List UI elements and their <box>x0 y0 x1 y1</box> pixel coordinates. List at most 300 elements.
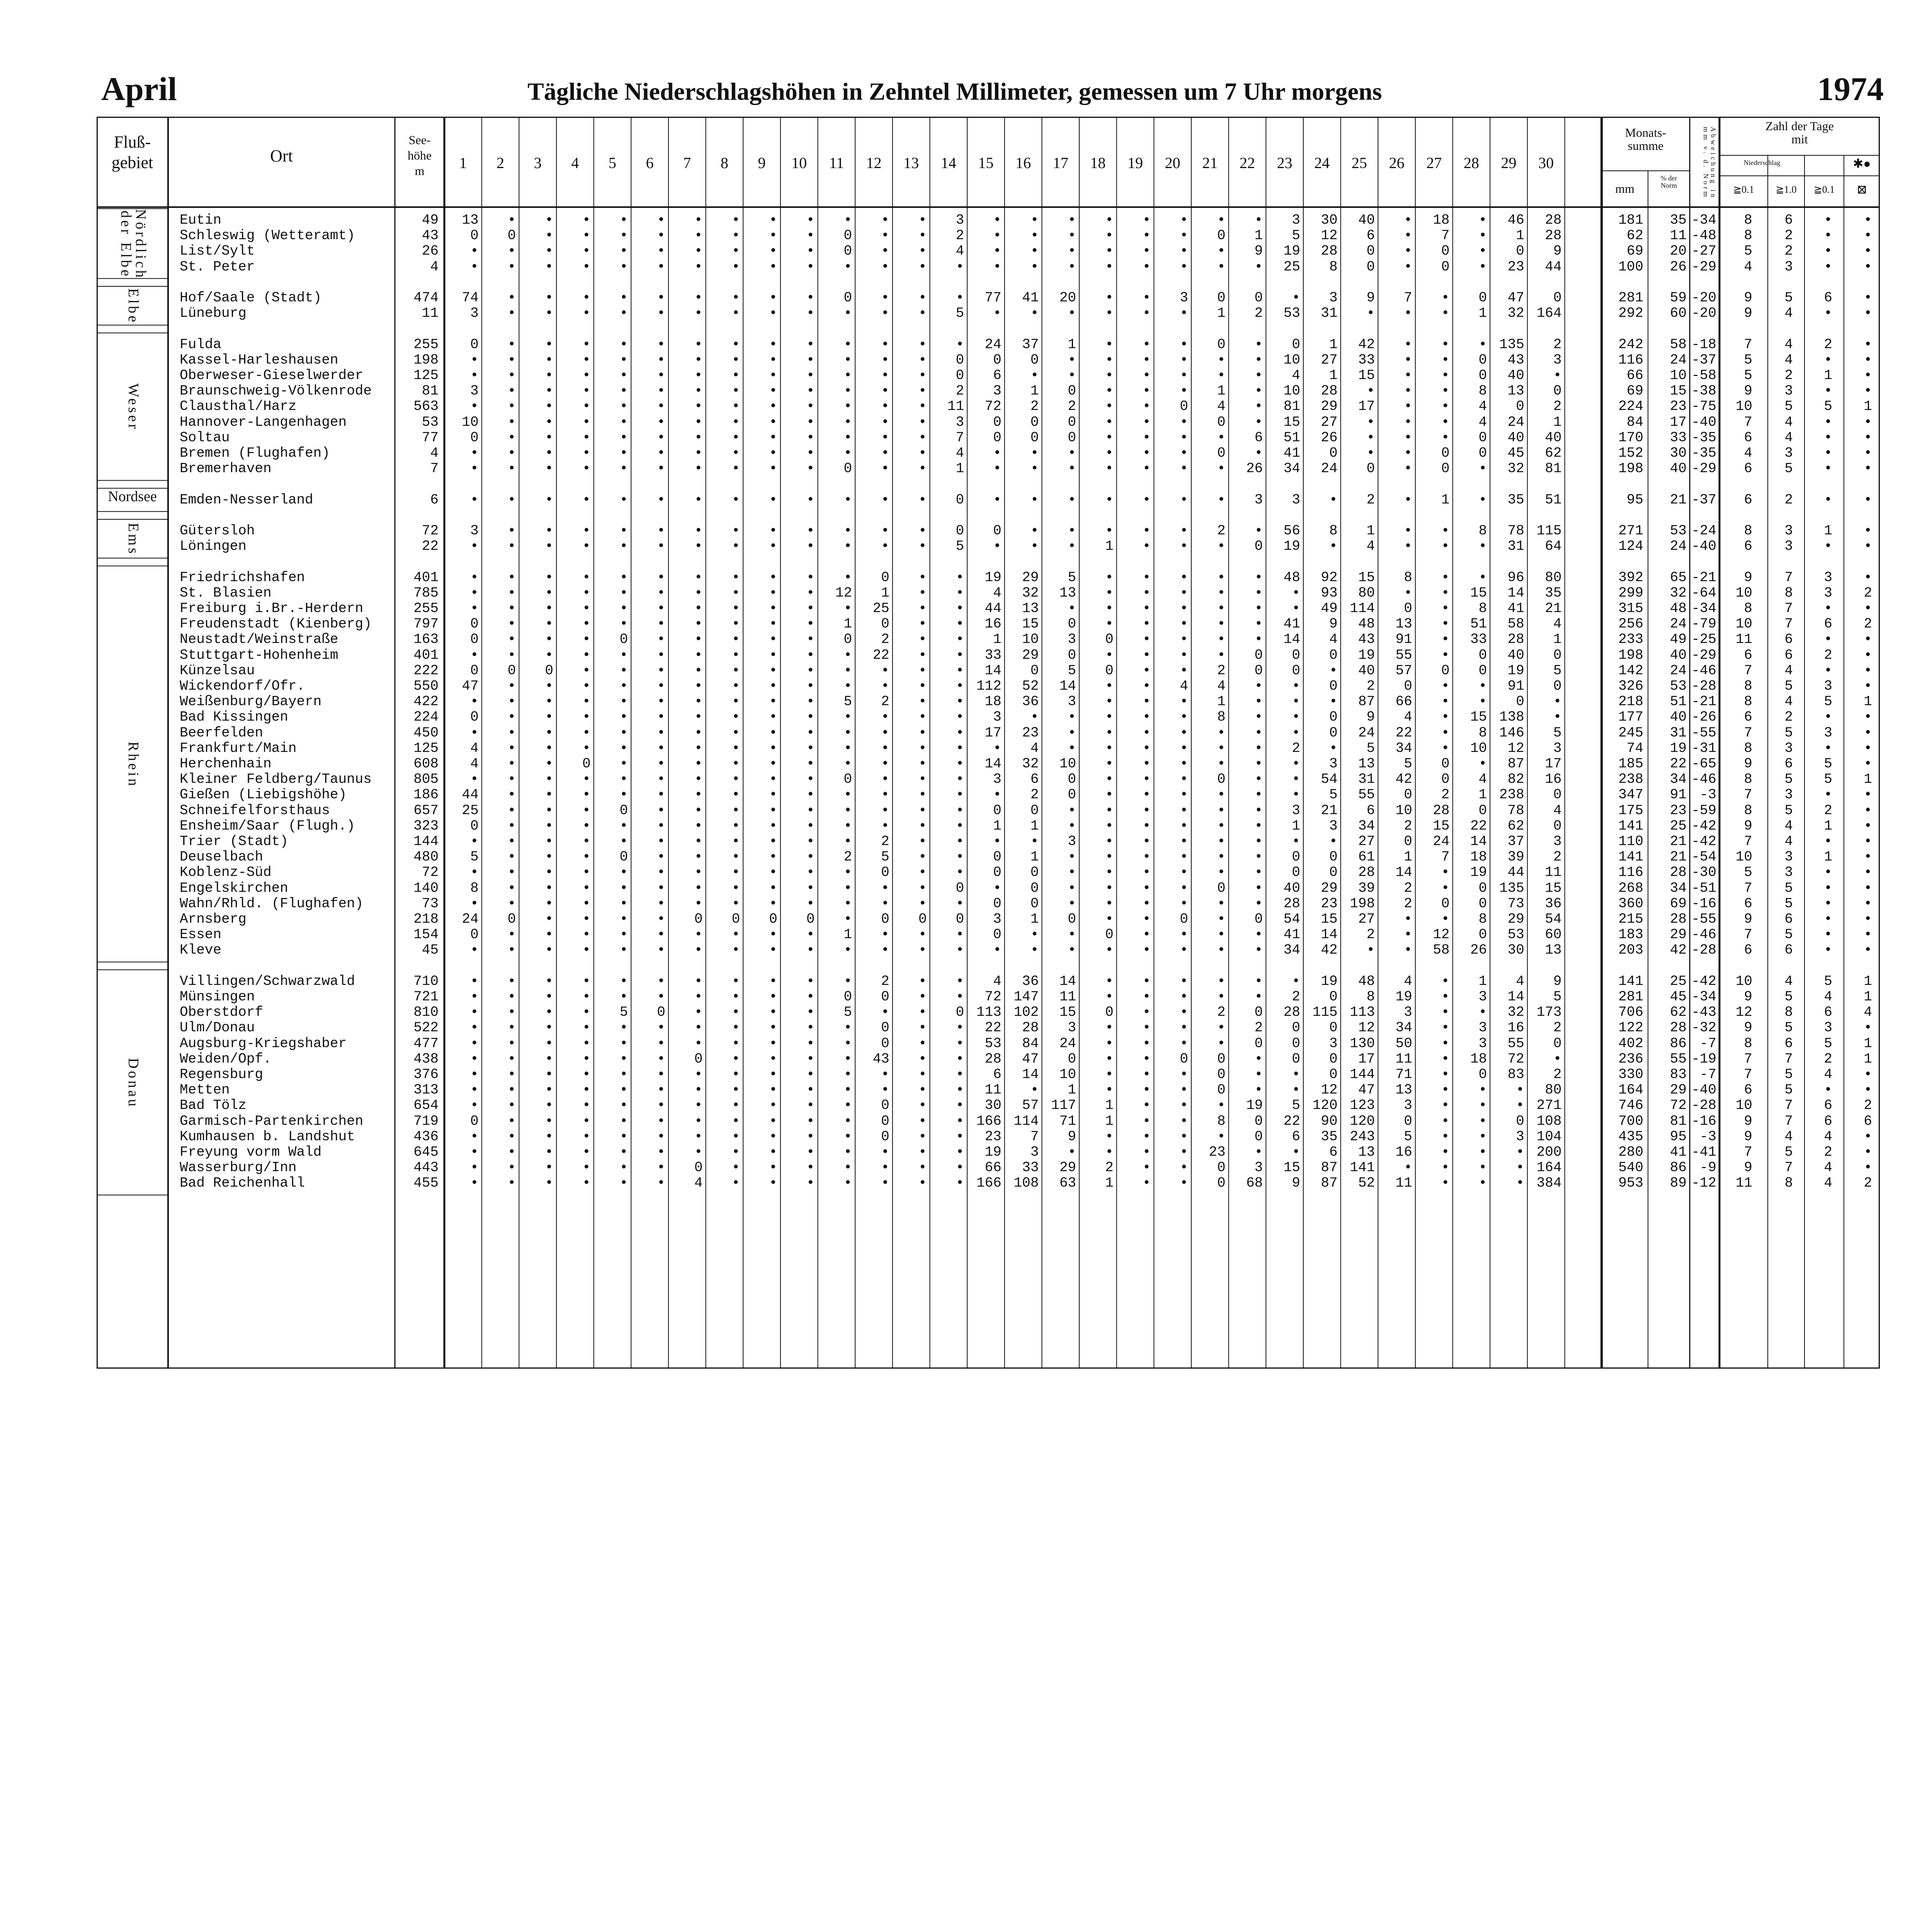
daily-value: 0 <box>1217 1175 1226 1191</box>
daily-value: 10 <box>1059 756 1077 772</box>
daily-value: • <box>507 212 516 228</box>
daily-value: 0 <box>806 911 815 927</box>
monthly-sum-mm: 116 <box>1618 864 1643 881</box>
daily-value: • <box>1180 724 1188 741</box>
daily-value: 0 <box>470 818 479 834</box>
daily-value: • <box>769 1082 777 1098</box>
daily-value: • <box>1217 1035 1226 1051</box>
percent-of-norm: 45 <box>1670 989 1687 1005</box>
daily-value: 14 <box>985 756 1002 772</box>
daily-value: • <box>507 429 516 446</box>
daily-value: • <box>619 290 628 306</box>
daily-value: • <box>1142 414 1151 430</box>
daily-value: • <box>844 787 852 803</box>
header-day: 5 <box>608 154 616 172</box>
days-boxed: • <box>1864 927 1872 943</box>
daily-value: • <box>507 724 516 741</box>
monthly-sum-mm: 435 <box>1618 1128 1643 1145</box>
daily-value: 0 <box>1254 1128 1263 1145</box>
days-ge10: 5 <box>1784 802 1793 818</box>
monthly-sum-mm: 347 <box>1618 787 1643 803</box>
daily-value: • <box>1068 228 1077 244</box>
daily-value: • <box>1142 833 1151 849</box>
daily-value: 1 <box>1068 1082 1077 1098</box>
daily-value: 0 <box>1441 445 1450 461</box>
daily-value: • <box>1180 771 1188 787</box>
station-elevation: 218 <box>413 911 439 927</box>
daily-value: 0 <box>1329 1051 1338 1067</box>
daily-value: • <box>1142 1128 1151 1145</box>
daily-value: • <box>582 989 591 1005</box>
monthly-sum-mm: 746 <box>1618 1097 1643 1114</box>
daily-value: 5 <box>844 1004 852 1020</box>
daily-value: 3 <box>1068 694 1077 710</box>
daily-value: 198 <box>1350 895 1375 912</box>
days-boxed: • <box>1864 429 1872 446</box>
daily-value: • <box>1105 1066 1114 1082</box>
daily-value: • <box>1105 616 1114 632</box>
daily-value: • <box>582 383 591 399</box>
daily-value: • <box>1254 771 1263 787</box>
daily-value: 112 <box>976 678 1002 694</box>
daily-value: • <box>507 631 516 648</box>
daily-value: • <box>470 989 479 1005</box>
daily-value: • <box>582 694 591 710</box>
monthly-sum-mm: 141 <box>1618 849 1643 865</box>
daily-value: 3 <box>1030 1144 1039 1160</box>
daily-value: • <box>1254 600 1263 616</box>
daily-value: • <box>769 678 777 694</box>
daily-value: 33 <box>1358 352 1375 368</box>
daily-value: • <box>470 1035 479 1051</box>
daily-value: • <box>507 1082 516 1098</box>
daily-value: 4 <box>694 1175 703 1191</box>
daily-value: • <box>731 212 740 228</box>
header-snow-icon: ✱● <box>1853 156 1871 170</box>
header-day: 24 <box>1314 154 1330 172</box>
daily-value: • <box>507 1066 516 1082</box>
daily-value: • <box>1105 678 1114 694</box>
daily-value: 13 <box>1507 383 1524 399</box>
daily-value: • <box>1105 243 1114 259</box>
daily-value: • <box>582 398 591 415</box>
daily-value: 23 <box>1209 1144 1226 1160</box>
region-label: Weser <box>125 383 141 432</box>
daily-value: 9 <box>1254 243 1263 259</box>
daily-value: • <box>1478 1144 1487 1160</box>
daily-value: • <box>657 1113 665 1129</box>
deviation-from-norm: -3 <box>1699 787 1716 803</box>
station-elevation: 719 <box>413 1113 439 1129</box>
daily-value: 0 <box>1329 849 1338 865</box>
daily-value: • <box>694 336 703 352</box>
daily-value: • <box>619 1097 628 1114</box>
station-name: Oberstdorf <box>180 1004 264 1020</box>
station-elevation: 654 <box>413 1097 439 1114</box>
daily-value: • <box>844 569 852 585</box>
daily-value: • <box>1105 849 1114 865</box>
daily-value: • <box>731 631 740 648</box>
daily-value: • <box>1329 833 1338 849</box>
days-ge01: 9 <box>1744 1128 1752 1145</box>
daily-value: • <box>507 771 516 787</box>
days-ge01: 8 <box>1744 228 1752 244</box>
station-elevation: 422 <box>413 694 439 710</box>
daily-value: • <box>694 259 703 275</box>
daily-value: 0 <box>956 367 964 383</box>
daily-value: 10 <box>1470 740 1487 756</box>
daily-value: 0 <box>1292 336 1300 352</box>
daily-value: • <box>1254 880 1263 896</box>
daily-value: 47 <box>1358 1082 1375 1098</box>
daily-value: • <box>1292 694 1300 710</box>
daily-value: • <box>806 1051 815 1067</box>
daily-value: 141 <box>1350 1160 1375 1176</box>
daily-value: 33 <box>1470 631 1487 648</box>
daily-value: • <box>1142 973 1151 989</box>
header-day: 18 <box>1090 154 1106 172</box>
station-elevation: 443 <box>413 1160 439 1176</box>
daily-value: 9 <box>1366 290 1375 306</box>
daily-value: 0 <box>1217 1160 1226 1176</box>
daily-value: • <box>806 1035 815 1051</box>
daily-value: 25 <box>462 802 479 818</box>
daily-value: • <box>1142 212 1151 228</box>
station-name: Ulm/Donau <box>180 1020 255 1036</box>
daily-value: 43 <box>1358 631 1375 648</box>
monthly-sum-mm: 281 <box>1618 989 1643 1005</box>
daily-value: 15 <box>1470 709 1487 725</box>
station-name: Soltau <box>180 429 230 446</box>
daily-value: • <box>1068 367 1077 383</box>
daily-value: • <box>694 849 703 865</box>
deviation-from-norm: -34 <box>1691 212 1716 228</box>
daily-value: • <box>918 398 927 415</box>
daily-value: 114 <box>1014 1113 1039 1129</box>
station-elevation: 26 <box>422 243 439 259</box>
days-ge01: 5 <box>1744 864 1752 881</box>
daily-value: • <box>731 585 740 601</box>
header-day: 1 <box>459 154 467 172</box>
daily-value: 0 <box>1068 647 1077 663</box>
daily-value: • <box>844 492 852 508</box>
daily-value: • <box>769 336 777 352</box>
daily-value: 3 <box>1254 492 1263 508</box>
daily-value: 0 <box>1292 647 1300 663</box>
daily-value: • <box>731 927 740 943</box>
days-ge01: 6 <box>1744 942 1752 958</box>
days-snow-ge01: • <box>1824 538 1832 554</box>
station-name: Kleve <box>180 942 222 958</box>
days-ge01: 5 <box>1744 352 1752 368</box>
daily-value: • <box>470 1004 479 1020</box>
daily-value: 4 <box>993 585 1002 601</box>
daily-value: 5 <box>1068 662 1077 679</box>
daily-value: 3 <box>1404 1097 1412 1114</box>
daily-value: • <box>731 445 740 461</box>
daily-value: 80 <box>1545 569 1562 585</box>
daily-value: • <box>806 523 815 539</box>
daily-value: 0 <box>470 1113 479 1129</box>
daily-value: • <box>657 942 665 958</box>
monthly-sum-mm: 299 <box>1618 585 1643 601</box>
daily-value: 0 <box>1366 461 1375 477</box>
daily-value: 52 <box>1358 1175 1375 1191</box>
days-ge10: 4 <box>1784 336 1793 352</box>
daily-value: 0 <box>1478 352 1487 368</box>
daily-value: • <box>694 1004 703 1020</box>
daily-value: • <box>619 662 628 679</box>
daily-value: • <box>657 973 665 989</box>
daily-value: • <box>956 709 964 725</box>
daily-value: • <box>657 1051 665 1067</box>
daily-value: • <box>769 290 777 306</box>
days-ge10: 4 <box>1784 662 1793 679</box>
daily-value: 11 <box>947 398 964 415</box>
daily-value: • <box>545 694 553 710</box>
daily-value: • <box>769 631 777 648</box>
daily-value: 56 <box>1283 523 1300 539</box>
daily-value: • <box>918 647 927 663</box>
daily-value: 6 <box>1254 429 1263 446</box>
deviation-from-norm: -30 <box>1691 864 1716 881</box>
days-snow-ge01: • <box>1824 429 1832 446</box>
daily-value: • <box>918 1004 927 1020</box>
daily-value: • <box>507 787 516 803</box>
daily-value: • <box>806 1175 815 1191</box>
daily-value: • <box>694 927 703 943</box>
days-snow-ge01: 6 <box>1824 1004 1832 1020</box>
daily-value: • <box>470 492 479 508</box>
daily-value: • <box>731 787 740 803</box>
monthly-sum-mm: 402 <box>1618 1035 1643 1051</box>
header-flussgebiet: Fluß- gebiet <box>111 133 153 172</box>
daily-value: • <box>507 414 516 430</box>
daily-value: 28 <box>985 1051 1002 1067</box>
daily-value: • <box>881 1004 889 1020</box>
daily-value: • <box>918 662 927 679</box>
daily-value: • <box>1105 492 1114 508</box>
daily-value: • <box>582 290 591 306</box>
daily-value: • <box>545 787 553 803</box>
percent-of-norm: 24 <box>1670 616 1687 632</box>
monthly-sum-mm: 203 <box>1618 942 1643 958</box>
daily-value: • <box>657 1160 665 1176</box>
monthly-sum-mm: 95 <box>1626 492 1643 508</box>
daily-value: • <box>619 1051 628 1067</box>
daily-value: • <box>769 694 777 710</box>
daily-value: • <box>1068 305 1077 321</box>
header-day: 12 <box>866 154 882 172</box>
deviation-from-norm: -40 <box>1691 1082 1716 1098</box>
daily-value: 0 <box>844 771 852 787</box>
daily-value: • <box>806 1082 815 1098</box>
daily-value: 0 <box>844 243 852 259</box>
header-zahl-der-tage: Zahl der Tage mit <box>1765 119 1834 146</box>
monthly-sum-mm: 330 <box>1618 1066 1643 1082</box>
days-boxed: • <box>1864 569 1872 585</box>
daily-value: 4 <box>956 445 964 461</box>
daily-value: • <box>731 1020 740 1036</box>
daily-value: • <box>1105 895 1114 912</box>
daily-value: • <box>1478 492 1487 508</box>
daily-value: 1 <box>1030 849 1039 865</box>
daily-value: • <box>1068 445 1077 461</box>
daily-value: • <box>1068 243 1077 259</box>
percent-of-norm: 23 <box>1670 802 1687 818</box>
daily-value: • <box>731 600 740 616</box>
daily-value: 0 <box>956 880 964 896</box>
days-snow-ge01: 2 <box>1824 802 1832 818</box>
daily-value: 0 <box>619 631 628 648</box>
station-name: Freyung vorm Wald <box>180 1144 322 1160</box>
days-ge10: 6 <box>1784 756 1793 772</box>
header-day: 19 <box>1128 154 1143 172</box>
days-snow-ge01: 5 <box>1824 973 1832 989</box>
daily-value: 2 <box>1217 1004 1226 1020</box>
daily-value: • <box>769 1160 777 1176</box>
days-ge01: 6 <box>1744 429 1752 446</box>
daily-value: • <box>844 523 852 539</box>
daily-value: • <box>1068 849 1077 865</box>
daily-value: 5 <box>881 849 889 865</box>
daily-value: • <box>918 383 927 399</box>
daily-value: • <box>1254 616 1263 632</box>
daily-value: 26 <box>1246 461 1263 477</box>
daily-value: 0 <box>1030 864 1039 881</box>
daily-value: 28 <box>1545 228 1562 244</box>
daily-value: 1 <box>993 631 1002 648</box>
daily-value: • <box>769 616 777 632</box>
daily-value: • <box>507 259 516 275</box>
daily-value: • <box>1030 1082 1039 1098</box>
daily-value: • <box>918 1035 927 1051</box>
station-elevation: 49 <box>422 212 439 228</box>
daily-value: • <box>545 383 553 399</box>
daily-value: 0 <box>956 352 964 368</box>
days-ge01: 9 <box>1744 1113 1752 1129</box>
header-ge01-snow: ≧0.1 <box>1813 184 1835 195</box>
daily-value: • <box>1142 243 1151 259</box>
days-ge01: 10 <box>1735 585 1752 601</box>
daily-value: 19 <box>1321 973 1338 989</box>
daily-value: • <box>1142 631 1151 648</box>
daily-value: 115 <box>1312 1004 1338 1020</box>
days-ge01: 12 <box>1735 1004 1752 1020</box>
monthly-sum-mm: 141 <box>1618 818 1643 834</box>
daily-value: • <box>1441 647 1450 663</box>
daily-value: • <box>1030 305 1039 321</box>
daily-value: • <box>545 927 553 943</box>
daily-value: 13 <box>1395 1082 1412 1098</box>
daily-value: 3 <box>1292 802 1300 818</box>
daily-value: 28 <box>1507 631 1524 648</box>
daily-value: • <box>1180 305 1188 321</box>
station-name: Braunschweig-Völkenrode <box>180 383 372 399</box>
days-ge01: 10 <box>1735 398 1752 415</box>
daily-value: 0 <box>1180 911 1188 927</box>
daily-value: • <box>956 1144 964 1160</box>
daily-value: • <box>582 414 591 430</box>
daily-value: • <box>1254 445 1263 461</box>
daily-value: • <box>956 927 964 943</box>
daily-value: • <box>1142 429 1151 446</box>
daily-value: 27 <box>1321 352 1338 368</box>
days-boxed: • <box>1864 259 1872 275</box>
daily-value: 19 <box>1283 243 1300 259</box>
days-snow-ge01: 3 <box>1824 724 1832 741</box>
daily-value: • <box>1404 911 1412 927</box>
daily-value: • <box>545 1175 553 1191</box>
daily-value: 42 <box>1395 771 1412 787</box>
days-boxed: 2 <box>1864 1097 1872 1114</box>
percent-of-norm: 34 <box>1670 880 1687 896</box>
daily-value: • <box>1180 336 1188 352</box>
daily-value: • <box>657 243 665 259</box>
percent-of-norm: 28 <box>1670 864 1687 881</box>
daily-value: • <box>619 973 628 989</box>
daily-value: • <box>470 352 479 368</box>
daily-value: • <box>881 429 889 446</box>
percent-of-norm: 21 <box>1670 849 1687 865</box>
days-snow-ge01: • <box>1824 492 1832 508</box>
daily-value: 0 <box>1217 228 1226 244</box>
daily-value: 63 <box>1059 1175 1077 1191</box>
daily-value: • <box>1217 895 1226 912</box>
daily-value: • <box>619 1113 628 1129</box>
days-ge10: 2 <box>1784 709 1793 725</box>
daily-value: 29 <box>1059 1160 1077 1176</box>
days-ge01: 9 <box>1744 756 1752 772</box>
daily-value: 14 <box>1395 864 1412 881</box>
deviation-from-norm: -38 <box>1691 383 1716 399</box>
daily-value: 19 <box>1470 864 1487 881</box>
station-name: Beerfelden <box>180 724 264 741</box>
monthly-sum-mm: 185 <box>1618 756 1643 772</box>
daily-value: • <box>844 911 852 927</box>
daily-value: • <box>731 678 740 694</box>
days-ge10: 2 <box>1784 492 1793 508</box>
station-name: Löningen <box>180 538 247 554</box>
daily-value: • <box>1478 1004 1487 1020</box>
deviation-from-norm: -32 <box>1691 1020 1716 1036</box>
daily-value: 24 <box>462 911 479 927</box>
station-name: St. Peter <box>180 259 255 275</box>
station-name: Garmisch-Partenkirchen <box>180 1113 364 1129</box>
daily-value: 28 <box>1283 1004 1300 1020</box>
daily-value: • <box>1441 678 1450 694</box>
daily-value: • <box>731 523 740 539</box>
daily-value: 0 <box>993 849 1002 865</box>
daily-value: • <box>1254 383 1263 399</box>
daily-value: • <box>1105 336 1114 352</box>
daily-value: • <box>918 259 927 275</box>
days-ge01: 9 <box>1744 1160 1752 1176</box>
daily-value: • <box>806 243 815 259</box>
daily-value: • <box>657 569 665 585</box>
daily-value: • <box>1105 1051 1114 1067</box>
station-elevation: 154 <box>413 927 439 943</box>
daily-value: • <box>1142 802 1151 818</box>
daily-value: • <box>1254 864 1263 881</box>
daily-value: • <box>1441 600 1450 616</box>
daily-value: • <box>507 616 516 632</box>
daily-value: 0 <box>470 709 479 725</box>
daily-value: • <box>806 942 815 958</box>
daily-value: 54 <box>1545 911 1562 927</box>
daily-value: 32 <box>1507 1004 1524 1020</box>
daily-value: 0 <box>470 336 479 352</box>
